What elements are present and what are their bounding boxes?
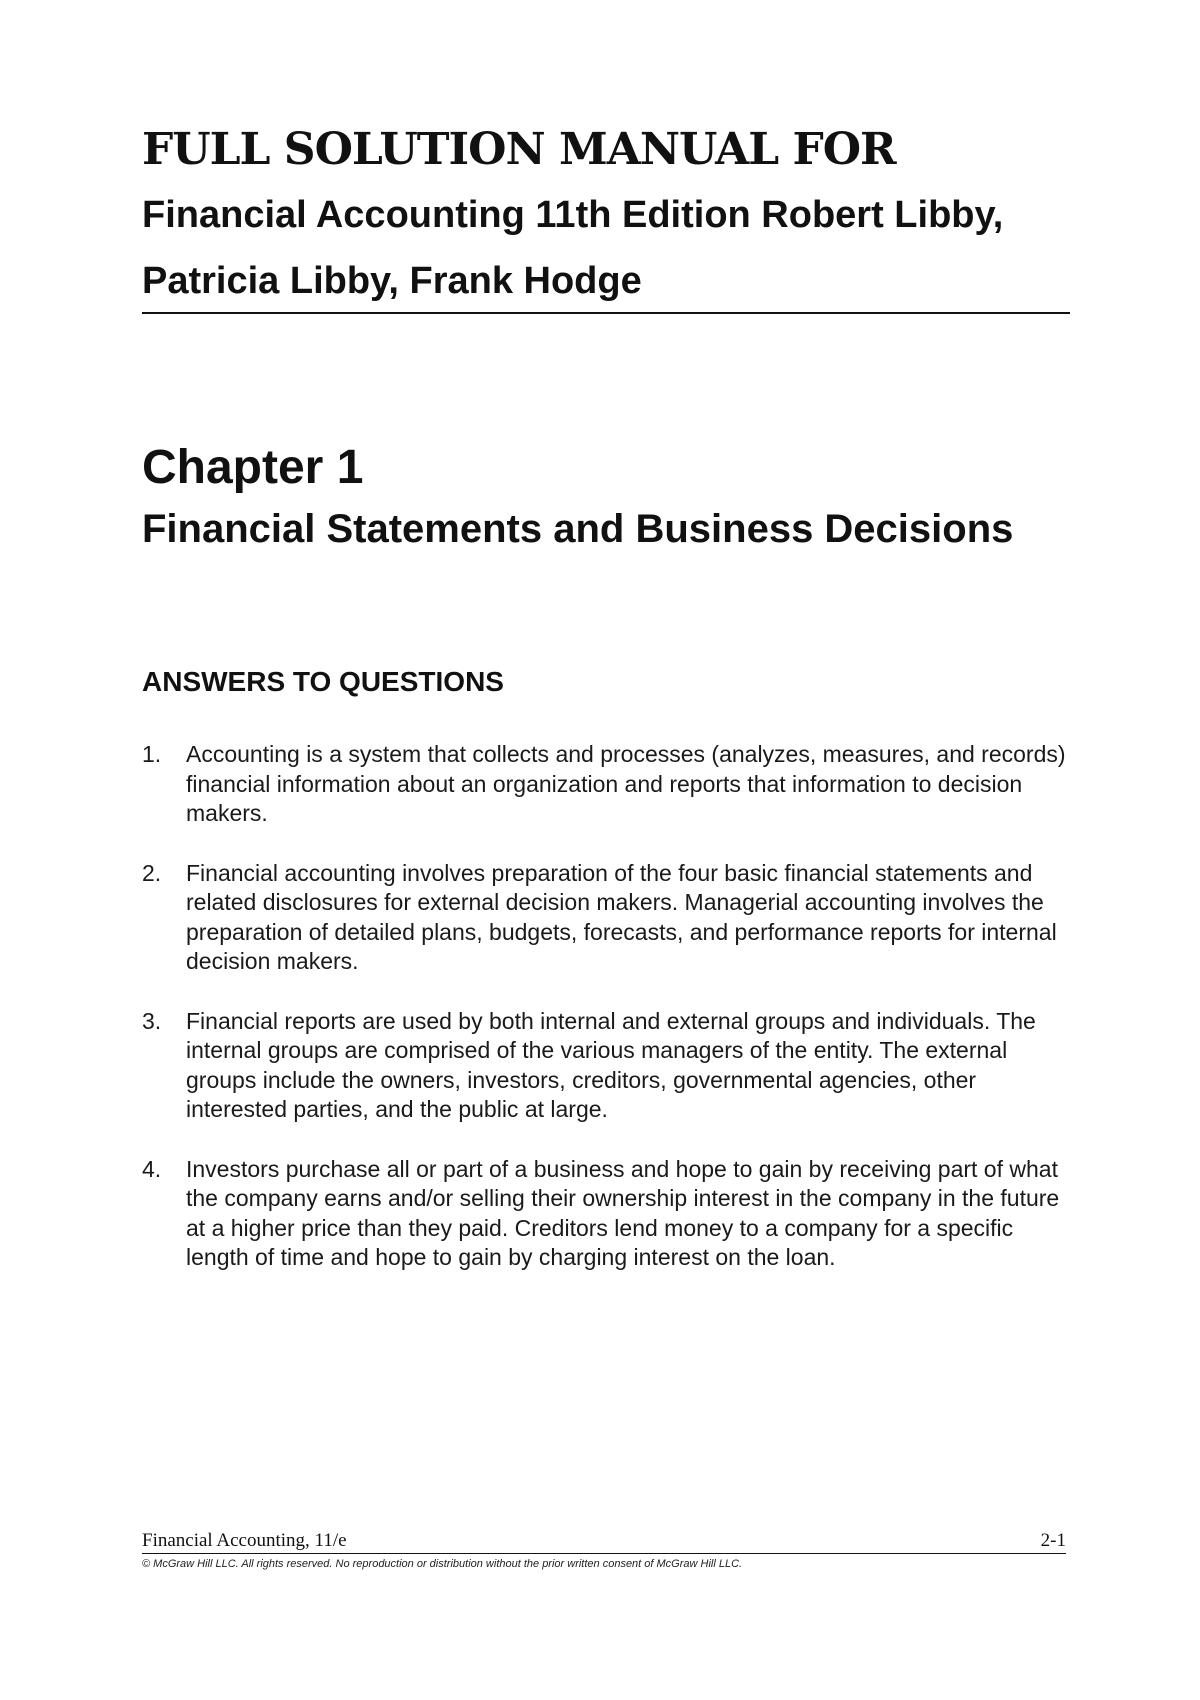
banner-divider — [142, 312, 1070, 314]
page-footer — [142, 1530, 1066, 1572]
answer-number: 3. — [142, 1007, 162, 1034]
chapter-title: Financial Statements and Business Decisions — [142, 507, 1014, 551]
footer-line — [142, 1530, 1066, 1554]
answer-text: Financial reports are used by both internal and external groups and individuals. The internal groups are comprised of the various managers of the entity. The external groups include the owners, investors, creditors, governmental agencies, other interested parties, and the public at large. — [186, 1007, 1036, 1122]
answer-item — [142, 859, 1072, 977]
footer-book-title: Financial Accounting, 11/e — [142, 1530, 347, 1551]
section-heading: ANSWERS TO QUESTIONS — [142, 666, 504, 697]
answer-number: 1. — [142, 741, 162, 767]
answer-item — [142, 740, 1072, 829]
chapter-number: Chapter 1 — [142, 441, 364, 494]
book-title: Financial Accounting 11th Edition Robert Libby, Patricia Libby, Frank Hodge — [142, 194, 1004, 302]
page-number: 2-1 — [1040, 1530, 1066, 1551]
answer-number: 4. — [142, 1155, 162, 1182]
answer-item — [142, 1007, 1072, 1125]
title-banner — [142, 126, 1070, 314]
answer-item — [142, 1155, 1072, 1273]
answer-number: 2. — [142, 859, 162, 886]
answer-text: Financial accounting involves preparation of the four basic financial statements and related disclosures for external decision makers. Managerial accounting involves the preparation of detailed plans, budgets, forecasts, and performance reports for internal decision makers. — [186, 859, 1057, 974]
answer-text: Accounting is a system that collects and processes (analyzes, measures, and records) financial information about an organization and reports that information to decision makers. — [186, 741, 1066, 826]
answer-text: Investors purchase all or part of a business and hope to gain by receiving part of what the company earns and/or selling their ownership interest in the company in the future at a higher price than they paid. Creditors lend money to a company for a specific length of time and hope to gain by charging interest on the loan. — [186, 1155, 1060, 1270]
banner-title: FULL SOLUTION MANUAL FOR — [142, 124, 896, 175]
copyright-notice: © McGraw Hill LLC. All rights reserved. No reproduction or distribution without the prior written consent of McGraw Hill LLC. — [142, 1558, 743, 1570]
answers-list — [142, 740, 1072, 1303]
